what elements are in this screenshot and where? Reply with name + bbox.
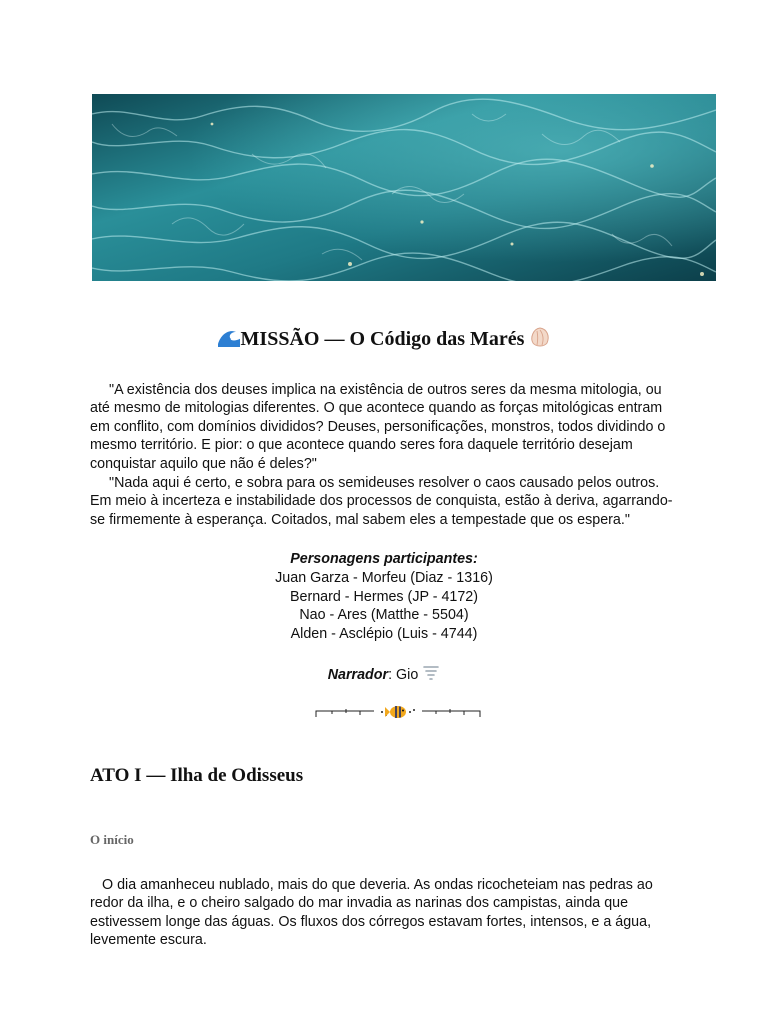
narrator-label: Narrador (327, 667, 389, 683)
wave-icon (217, 326, 241, 354)
narrator-name: : Gio (388, 667, 419, 683)
character-item: Juan Garza - Morfeu (Diaz - 1316) (275, 569, 493, 586)
banner-image (92, 94, 716, 281)
shell-icon (529, 326, 551, 354)
fish-icon (385, 706, 406, 718)
act-title: ATO I — Ilha de Odisseus (90, 765, 304, 786)
intro-paragraph-2: "Nada aqui é certo, e sobra para os semideuses resolver o caos causado pelos outros. Em meio à incerteza e instabilidade dos processos de conquista, estão à deriva, agarrando-se firmemente à esperança. Coitados, mal sabem eles a tempestade que os espera." (90, 475, 673, 528)
characters-heading: Personagens participantes: (290, 551, 478, 567)
character-item: Alden - Asclépio (Luis - 4744) (290, 626, 478, 643)
tornado-icon (422, 664, 440, 688)
character-item: Bernard - Hermes (JP - 4172) (289, 588, 479, 605)
character-item: Nao - Ares (Matthe - 5504) (299, 607, 469, 624)
ornament-divider (312, 701, 484, 728)
water-photo (92, 94, 716, 281)
section-subtitle: O início (90, 832, 134, 847)
page-title (0, 326, 768, 354)
narrator-line (0, 664, 768, 688)
act-paragraph-1: O dia amanheceu nublado, mais do que deveria. As ondas ricocheteiam nas pedras ao redor da ilha, e o cheiro salgado do mar invadia as narinas dos campistas, ainda que estivessem longe das águas. Os fluxos dos córregos estavam fortes, intensos, e a água, levemente escura. (90, 877, 653, 949)
characters-block (0, 550, 768, 644)
intro-paragraph-1: "A existência dos deuses implica na existência de outros seres da mesma mitologia, ou até mesmo de mitologias diferentes. O que acontece quando as forças mitológicas entram em conflito, com domínios divididos? Deuses, personificações, monstros, todos dividindo o mesmo território. E pior: o que acontece quando seres fora daquele território desejam conquistar aquilo que não é deles?" (90, 382, 666, 472)
title-text: MISSÃO — O Código das Marés (240, 328, 525, 350)
